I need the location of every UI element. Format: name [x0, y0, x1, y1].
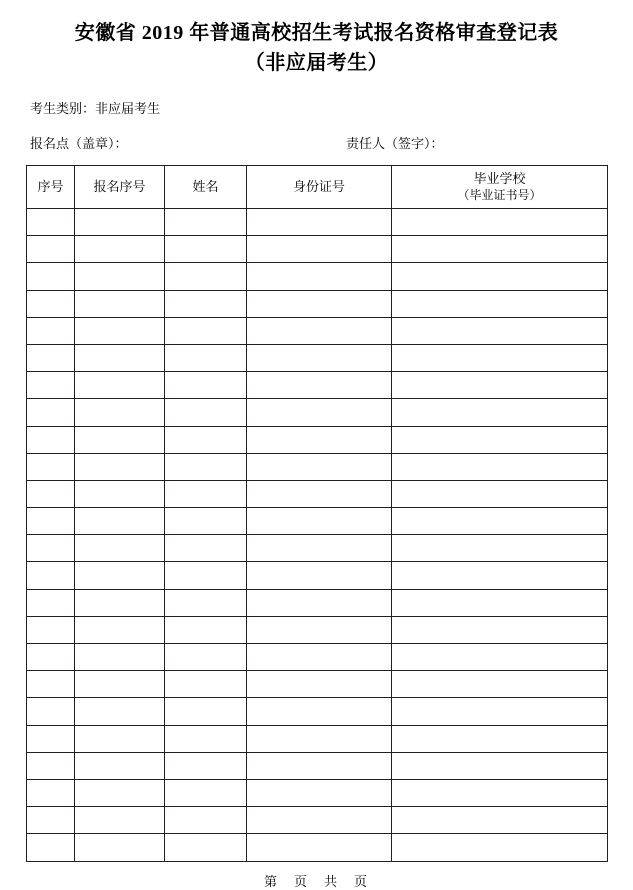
cell-index[interactable]: [27, 453, 75, 480]
cell-graduation-school[interactable]: [392, 535, 608, 562]
cell-graduation-school[interactable]: [392, 426, 608, 453]
cell-registration-number[interactable]: [75, 236, 165, 263]
table-row: [27, 644, 608, 671]
cell-id-number[interactable]: [247, 752, 392, 779]
cell-id-number[interactable]: [247, 344, 392, 371]
cell-registration-number[interactable]: [75, 562, 165, 589]
cell-name[interactable]: [165, 589, 247, 616]
cell-name[interactable]: [165, 290, 247, 317]
cell-graduation-school[interactable]: [392, 725, 608, 752]
cell-graduation-school[interactable]: [392, 453, 608, 480]
cell-registration-number[interactable]: [75, 317, 165, 344]
cell-name[interactable]: [165, 671, 247, 698]
cell-id-number[interactable]: [247, 644, 392, 671]
cell-graduation-school[interactable]: [392, 236, 608, 263]
table-row: [27, 508, 608, 535]
cell-graduation-school[interactable]: [392, 344, 608, 371]
cell-index[interactable]: [27, 317, 75, 344]
cell-id-number[interactable]: [247, 480, 392, 507]
cell-id-number[interactable]: [247, 317, 392, 344]
cell-registration-number[interactable]: [75, 480, 165, 507]
cell-name[interactable]: [165, 535, 247, 562]
table-row: [27, 209, 608, 236]
cell-index[interactable]: [27, 807, 75, 834]
cell-id-number[interactable]: [247, 508, 392, 535]
cell-name[interactable]: [165, 834, 247, 861]
cell-registration-number[interactable]: [75, 752, 165, 779]
cell-id-number[interactable]: [247, 725, 392, 752]
cell-registration-number[interactable]: [75, 834, 165, 861]
cell-registration-number[interactable]: [75, 344, 165, 371]
table-row: [27, 671, 608, 698]
cell-registration-number[interactable]: [75, 426, 165, 453]
cell-graduation-school[interactable]: [392, 317, 608, 344]
cell-id-number[interactable]: [247, 616, 392, 643]
cell-id-number[interactable]: [247, 807, 392, 834]
cell-index[interactable]: [27, 480, 75, 507]
table-row: [27, 372, 608, 399]
cell-index[interactable]: [27, 562, 75, 589]
cell-registration-number[interactable]: [75, 263, 165, 290]
cell-index[interactable]: [27, 671, 75, 698]
cell-graduation-school[interactable]: [392, 779, 608, 806]
cell-id-number[interactable]: [247, 236, 392, 263]
cell-index[interactable]: [27, 426, 75, 453]
cell-index[interactable]: [27, 779, 75, 806]
cell-registration-number[interactable]: [75, 779, 165, 806]
cell-registration-number[interactable]: [75, 807, 165, 834]
cell-graduation-school[interactable]: [392, 807, 608, 834]
table-row: [27, 698, 608, 725]
cell-name[interactable]: [165, 480, 247, 507]
cell-id-number[interactable]: [247, 535, 392, 562]
title-line-1: 安徽省 2019 年普通高校招生考试报名资格审查登记表: [74, 22, 559, 44]
responsible-person-label: 责任人（签字）：: [346, 136, 444, 151]
cell-index[interactable]: [27, 535, 75, 562]
cell-registration-number[interactable]: [75, 644, 165, 671]
column-header-id-number: 身份证号: [247, 166, 392, 209]
cell-registration-number[interactable]: [75, 589, 165, 616]
column-header-index: 序号: [27, 166, 75, 209]
cell-id-number[interactable]: [247, 209, 392, 236]
cell-index[interactable]: [27, 725, 75, 752]
cell-id-number[interactable]: [247, 834, 392, 861]
table-row: [27, 834, 608, 861]
cell-id-number[interactable]: [247, 589, 392, 616]
cell-graduation-school[interactable]: [392, 752, 608, 779]
table-body: [27, 209, 608, 862]
cell-id-number[interactable]: [247, 453, 392, 480]
table-row: [27, 616, 608, 643]
cell-graduation-school[interactable]: [392, 671, 608, 698]
candidate-category: 考生类别：非应届考生: [30, 101, 161, 116]
cell-registration-number[interactable]: [75, 535, 165, 562]
cell-graduation-school[interactable]: [392, 616, 608, 643]
cell-registration-number[interactable]: [75, 616, 165, 643]
cell-id-number[interactable]: [247, 779, 392, 806]
cell-index[interactable]: [27, 616, 75, 643]
table-row: [27, 344, 608, 371]
document-title: [26, 0, 607, 78]
cell-name[interactable]: [165, 752, 247, 779]
cell-index[interactable]: [27, 834, 75, 861]
cell-graduation-school[interactable]: [392, 562, 608, 589]
cell-index[interactable]: [27, 209, 75, 236]
cell-id-number[interactable]: [247, 372, 392, 399]
cell-name[interactable]: [165, 698, 247, 725]
cell-index[interactable]: [27, 372, 75, 399]
cell-id-number[interactable]: [247, 426, 392, 453]
cell-name[interactable]: [165, 317, 247, 344]
cell-id-number[interactable]: [247, 290, 392, 317]
cell-index[interactable]: [27, 399, 75, 426]
cell-index[interactable]: [27, 698, 75, 725]
table-row: [27, 426, 608, 453]
table-row: [27, 290, 608, 317]
table-row: [27, 399, 608, 426]
cell-graduation-school[interactable]: [392, 834, 608, 861]
table-row: [27, 263, 608, 290]
cell-name[interactable]: [165, 562, 247, 589]
cell-name[interactable]: [165, 644, 247, 671]
cell-registration-number[interactable]: [75, 671, 165, 698]
table-row: [27, 562, 608, 589]
cell-graduation-school[interactable]: [392, 698, 608, 725]
cell-registration-number[interactable]: [75, 508, 165, 535]
cell-name[interactable]: [165, 209, 247, 236]
cell-registration-number[interactable]: [75, 209, 165, 236]
cell-graduation-school[interactable]: [392, 372, 608, 399]
table-row: [27, 236, 608, 263]
cell-graduation-school[interactable]: [392, 644, 608, 671]
table-row: [27, 317, 608, 344]
table-row: [27, 807, 608, 834]
page-footer: 第 页 共 页: [263, 873, 369, 889]
cell-registration-number[interactable]: [75, 725, 165, 752]
cell-name[interactable]: [165, 344, 247, 371]
cell-registration-number[interactable]: [75, 698, 165, 725]
table-row: [27, 725, 608, 752]
cell-name[interactable]: [165, 779, 247, 806]
cell-index[interactable]: [27, 344, 75, 371]
cell-name[interactable]: [165, 616, 247, 643]
table-row: [27, 779, 608, 806]
cell-graduation-school[interactable]: [392, 480, 608, 507]
cell-id-number[interactable]: [247, 698, 392, 725]
cell-index[interactable]: [27, 644, 75, 671]
cell-name[interactable]: [165, 236, 247, 263]
cell-id-number[interactable]: [247, 671, 392, 698]
cell-index[interactable]: [27, 263, 75, 290]
signature-row: [26, 135, 607, 155]
table-row: [27, 589, 608, 616]
column-header-name: 姓名: [165, 166, 247, 209]
registration-table: [26, 165, 608, 862]
cell-name[interactable]: [165, 263, 247, 290]
cell-index[interactable]: [27, 290, 75, 317]
table-row: [27, 752, 608, 779]
cell-name[interactable]: [165, 508, 247, 535]
table-row: [27, 535, 608, 562]
title-line-2: （非应届考生）: [244, 52, 389, 74]
registration-point-label: 报名点（盖章）：: [30, 136, 128, 151]
cell-registration-number[interactable]: [75, 372, 165, 399]
cell-graduation-school[interactable]: [392, 209, 608, 236]
cell-id-number[interactable]: [247, 263, 392, 290]
cell-index[interactable]: [27, 589, 75, 616]
cell-index[interactable]: [27, 508, 75, 535]
cell-graduation-school[interactable]: [392, 290, 608, 317]
cell-name[interactable]: [165, 725, 247, 752]
cell-graduation-school[interactable]: [392, 508, 608, 535]
cell-index[interactable]: [27, 752, 75, 779]
table-header-row: [27, 166, 608, 209]
table-row: [27, 453, 608, 480]
cell-name[interactable]: [165, 453, 247, 480]
cell-graduation-school[interactable]: [392, 263, 608, 290]
cell-registration-number[interactable]: [75, 453, 165, 480]
cell-registration-number[interactable]: [75, 290, 165, 317]
cell-registration-number[interactable]: [75, 399, 165, 426]
cell-graduation-school[interactable]: [392, 589, 608, 616]
cell-id-number[interactable]: [247, 562, 392, 589]
cell-name[interactable]: [165, 426, 247, 453]
cell-index[interactable]: [27, 236, 75, 263]
column-header-graduation-school: 毕业学校 （毕业证书号）: [392, 166, 608, 209]
table-row: [27, 480, 608, 507]
column-header-registration-number: 报名序号: [75, 166, 165, 209]
cell-name[interactable]: [165, 399, 247, 426]
cell-name[interactable]: [165, 372, 247, 399]
cell-id-number[interactable]: [247, 399, 392, 426]
table-header: [27, 166, 608, 209]
cell-name[interactable]: [165, 807, 247, 834]
cell-graduation-school[interactable]: [392, 399, 608, 426]
